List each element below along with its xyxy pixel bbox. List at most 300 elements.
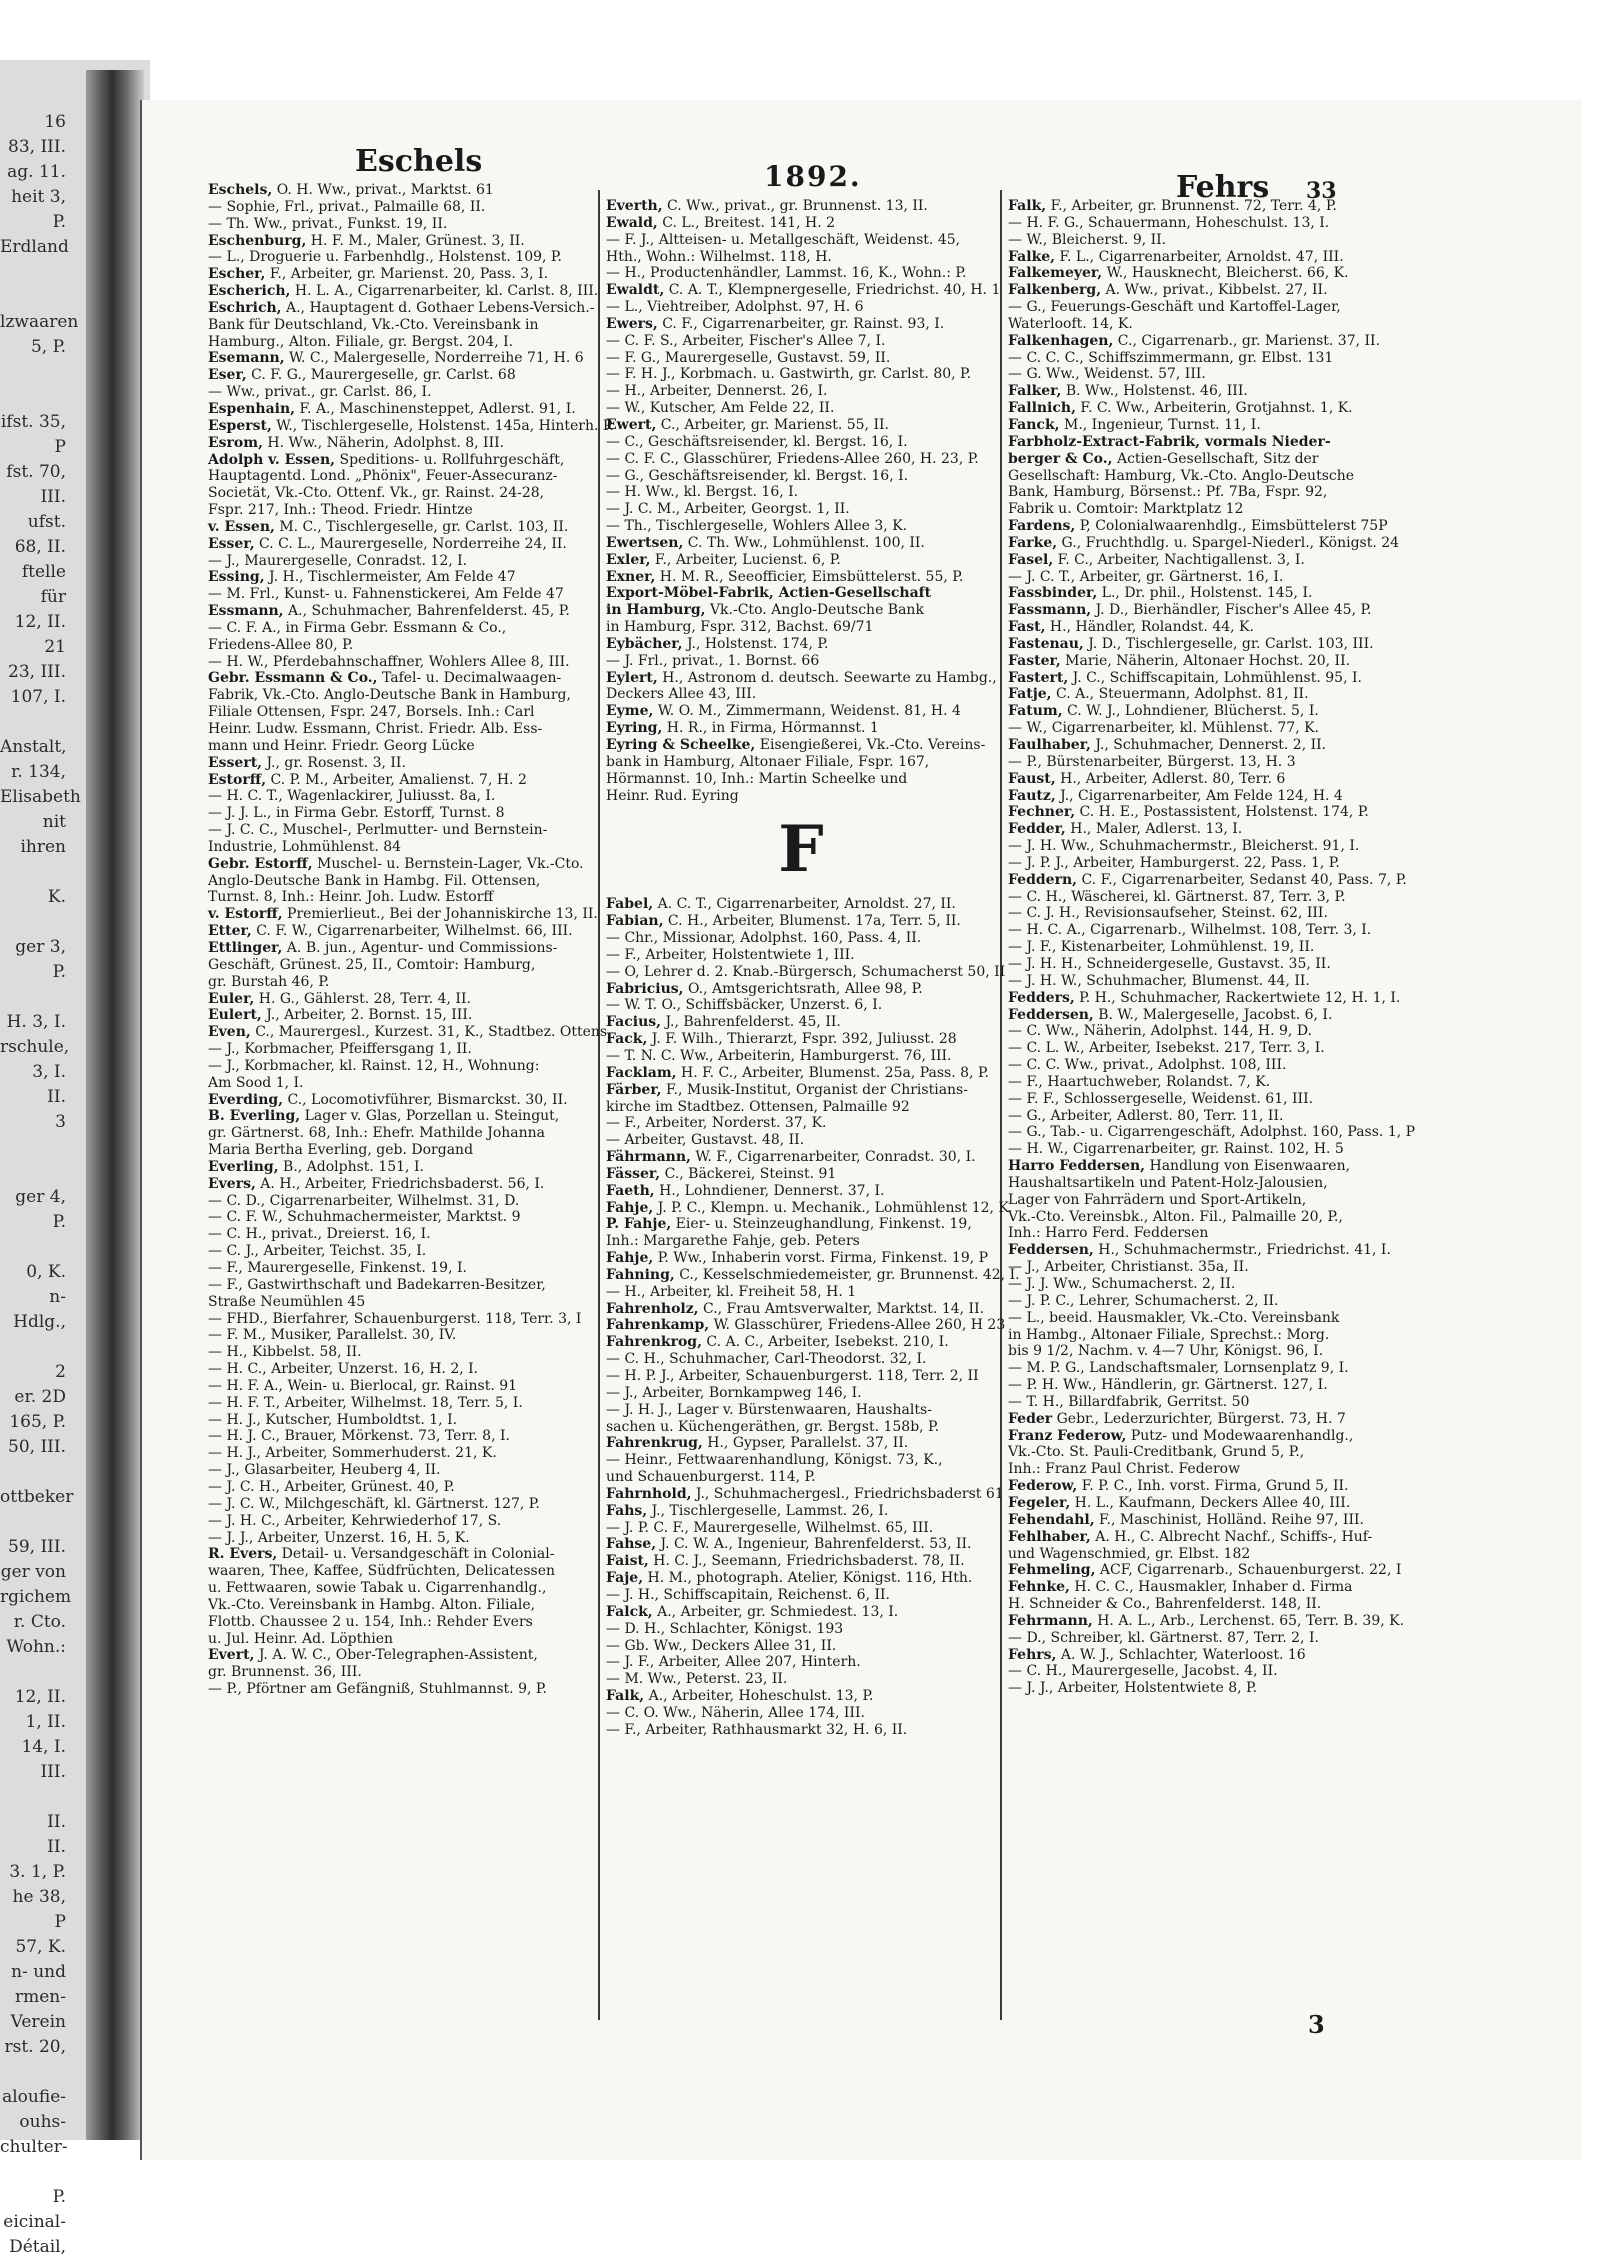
directory-entry [1008,215,1398,232]
edge-text-line: 16 [44,112,66,132]
entry-details: C. Ww., privat., gr. Brunnenst. 13, II. [662,198,928,214]
entry-name: Escherich, [208,283,291,300]
directory-entry [1008,1108,1398,1125]
directory-entry [208,856,593,873]
edge-text-line: II. [47,1837,66,1857]
directory-entry [1008,484,1398,501]
entry-name: Falk, [606,1688,645,1705]
entry-details: Straße Neumühlen 45 [208,1293,366,1310]
entry-details: H. A. L., Arb., Lerchenst. 65, Terr. B. 39, K. [1092,1612,1405,1629]
entry-details: — FHD., Bierfahrer, Schauenburgerst. 118, Terr. 3, I [208,1310,582,1327]
entry-details: — J. J. Ww., Schumacherst. 2, II. [1008,1276,1236,1292]
directory-entry [606,215,996,232]
directory-entry [1008,804,1398,821]
directory-entry [606,501,996,518]
directory-entry [1008,838,1398,855]
edge-text-line [0,285,66,310]
directory-entry [208,1294,593,1311]
entry-details: Lager von Fahrrädern und Sport-Artikeln, [1008,1191,1307,1208]
entry-details: M., Ingenieur, Turnst. 11, I. [1059,416,1261,433]
entry-details: — F., Gastwirthschaft und Badekarren-Besitzer, [208,1276,546,1293]
entry-details: — P. H. Ww., Händlerin, gr. Gärtnerst. 127, I. [1008,1377,1328,1394]
entry-details: — Gb. Ww., Deckers Allee 31, II. [606,1637,837,1654]
entry-details: — F. G., Maurergeselle, Gustavst. 59, II. [606,349,891,366]
entry-details: C. Th. Ww., Lohmühlenst. 100, II. [683,534,925,551]
directory-entry [208,435,593,452]
entry-name: Eulert, [208,1007,262,1024]
entry-details: Muschel- u. Bernstein-Lager, Vk.-Cto. [312,855,584,872]
directory-entry [606,1402,996,1419]
entry-details: — P., Pförtner am Gefängniß, Stuhlmannst. 9, P. [208,1681,547,1698]
entry-details: C. A. T., Klempnergeselle, Friedrichst. 40, H. 1 [664,282,1001,299]
entry-name: Ewertsen, [606,534,684,551]
directory-entry [208,906,598,923]
entry-details: A., Arbeiter, gr. Schmiedest. 13, I. [652,1603,899,1620]
entry-name: Evert, [208,1647,255,1664]
entry-details: — W., Kutscher, Am Felde 22, II. [606,400,835,417]
entry-details: H., Astronom d. deutsch. Seewarte zu Hambg., [657,669,997,686]
directory-entry [1008,754,1398,771]
entry-details: Societät, Vk.-Cto. Ottenf. Vk., gr. Rainst. 24-28, [208,485,545,502]
entry-details: B., Adolphst. 151, I. [278,1158,424,1175]
edge-text-line: r. 134, [11,762,66,782]
entry-name: Essing, [208,569,265,586]
entry-name: Eser, [208,367,247,384]
entry-details: — J. J., Arbeiter, Holstentwiete 8, P. [1008,1680,1258,1697]
edge-text-line [0,2060,66,2085]
directory-entry [208,1563,593,1580]
directory-entry [606,1671,996,1688]
directory-entry [208,1024,612,1041]
entry-details: mann und Heinr. Friedr. Georg Lücke [208,737,475,754]
directory-entry [208,536,593,553]
directory-entry [606,1553,996,1570]
entry-details: G., Fruchthdlg. u. Spargel-Niederl., Königst. 24 [1057,534,1400,551]
entry-name: Fahse, [606,1536,657,1553]
edge-text-line: III. [40,1762,66,1782]
entry-name: Fehendahl, [1008,1511,1095,1528]
directory-entry [208,687,593,704]
directory-entry [1008,1377,1398,1394]
edge-text-line [0,1135,66,1160]
directory-entry [606,896,996,913]
entry-details: H. F. C., Arbeiter, Blumenst. 25a, Pass. 8, P. [676,1064,989,1081]
edge-text-line: 50, III. [8,1437,66,1457]
column-1 [208,182,614,2012]
directory-entry [1008,602,1398,619]
entry-name: Espenhain, [208,400,296,417]
directory-entry [208,1546,593,1563]
edge-text-line [0,360,66,385]
entry-details: H. Schneider & Co., Bahrenfelderst. 148, II. [1008,1596,1322,1613]
directory-entry [606,997,996,1014]
entry-details: — F., Maurergeselle, Finkenst. 19, I. [208,1260,467,1276]
directory-entry [1008,1612,1405,1630]
directory-entry [208,1496,593,1513]
directory-entry [606,1233,996,1250]
edge-text-line: rst. 20, [4,2037,66,2057]
directory-entry [208,1428,593,1445]
entry-details: — J. F., Arbeiter, Allee 207, Hinterh. [606,1654,861,1671]
directory-entry [208,283,599,300]
entry-details: J., Schuhmacher, Dennerst. 2, II. [1090,737,1327,753]
directory-entry [1008,232,1398,249]
entry-details: — J. H., Schiffscapitain, Reichenst. 6, II. [606,1586,890,1603]
entry-details: — W. T. O., Schiffsbäcker, Unzerst. 6, I. [606,997,883,1014]
directory-entry [606,1654,996,1671]
entry-details: bis 9 1/2, Nachm. v. 4—7 Uhr, Königst. 96, I. [1008,1343,1324,1360]
directory-entry [208,1445,593,1462]
entry-name: Esperst, [208,417,272,434]
entry-details: — G., Geschäftsreisender, kl. Bergst. 16, I. [606,467,909,484]
directory-entry [1008,1057,1398,1074]
entry-name: Fahje, [606,1199,654,1216]
entry-details: — C., Geschäftsreisender, kl. Bergst. 16, I. [606,433,908,450]
entry-details: Maria Bertha Everling, geb. Dorgand [208,1142,474,1159]
entry-details: — G. Ww., Weidenst. 57, III. [1008,366,1206,383]
entry-details: J., Schuhmachergesl., Friedrichsbaderst 61 [691,1485,1004,1502]
directory-entry [208,1681,593,1698]
edge-text-line [0,1460,66,1485]
directory-entry [1008,1192,1398,1209]
directory-entry [1008,686,1398,703]
entry-name: Facklam, [606,1064,677,1081]
entry-details: Fabrik u. Comtoir: Marktplatz 12 [1008,501,1244,518]
edge-text-line: 0, K. [26,1262,66,1282]
entry-details: — H., Arbeiter, Dennerst. 26, I. [606,383,828,400]
directory-entry [1008,1242,1398,1259]
directory-entry [208,1580,593,1597]
directory-entry [1008,552,1398,569]
entry-details: — H. W., Cigarrenarbeiter, gr. Rainst. 102, H. 5 [1008,1141,1344,1158]
directory-entry [606,434,996,451]
entry-details: H. C. C., Hausmakler, Inhaber d. Firma [1069,1579,1353,1596]
entry-details: Eisengießerei, Vk.-Cto. Vereins- [755,737,986,753]
entry-name: Fabel, [606,896,654,913]
directory-entry [208,317,593,334]
entry-name: Fardens, [1008,518,1076,535]
entry-name: Fack, [606,1031,648,1048]
entry-details: — J. J. L., in Firma Gebr. Estorff, Turnst. 8 [208,805,505,822]
entry-details: C. F., Cigarrenarbeiter, gr. Rainst. 93, I. [657,315,945,332]
entry-details: und Wagenschmied, gr. Elbst. 182 [1008,1545,1251,1562]
edge-text-line [0,1660,66,1685]
directory-entry [208,1614,593,1631]
entry-details: A., Hauptagent d. Gothaer Lebens-Versich.- [281,299,595,316]
directory-entry [606,670,996,687]
entry-details: — F., Arbeiter, Norderst. 37, K. [606,1115,827,1132]
entry-details: C. F. G., Maurergeselle, gr. Carlst. 68 [246,367,516,384]
entry-name: Feddersen, [1008,1006,1094,1023]
directory-entry [1008,939,1398,956]
entry-details: — J. H. Ww., Schuhmachermstr., Bleicherst. 91, I. [1008,838,1360,855]
entry-details: A. B. jun., Agentur- und Commissions- [282,939,558,956]
directory-entry [1008,535,1398,552]
book-gutter [86,70,144,2140]
directory-entry [1008,788,1398,805]
entry-details: — D., Schreiber, kl. Gärtnerst. 87, Terr. 2, I. [1008,1629,1319,1646]
running-head-left: Eschels [355,144,483,179]
directory-entry [1008,1209,1398,1226]
directory-entry [1008,585,1398,602]
entry-details: — L., Viehtreiber, Adolphst. 97, H. 6 [606,299,864,316]
entry-details: Am Sood 1, I. [208,1074,304,1091]
edge-text-line: 59, III. [8,1537,66,1557]
entry-details: — J. J., Arbeiter, Unzerst. 16, H. 5, K. [208,1529,470,1546]
entry-details: F., Arbeiter, gr. Marienst. 20, Pass. 3, I. [265,266,549,283]
directory-entry [606,1082,996,1099]
directory-entry [1008,855,1398,872]
entry-details: J. A. W. C., Ober-Telegraphen-Assistent, [254,1647,538,1664]
directory-entry [1008,299,1398,316]
entry-details: — Ww., privat., gr. Carlst. 86, I. [208,384,432,401]
edge-text-line: Verein [10,2012,66,2032]
directory-entry [208,755,593,772]
entry-details: — P., Bürstenarbeiter, Bürgerst. 13, H. 3 [1008,753,1296,770]
edge-text-line: 21 [44,637,66,657]
entry-details: — H. P. J., Arbeiter, Schauenburgerst. 118, Terr. 2, II [606,1368,979,1384]
directory-entry [606,1284,996,1301]
entry-details: Handlung von Eisenwaaren, [1145,1158,1351,1175]
directory-entry [208,889,593,906]
edge-text-line [0,2160,66,2185]
entry-details: — C. H., Wäscherei, kl. Gärtnerst. 87, Terr. 3, P. [1008,888,1346,905]
edge-text-line [0,1510,66,1535]
entry-details: W. Glasschürer, Friedens-Allee 260, H 23 [709,1317,1006,1334]
entry-name: Fehrmann, [1008,1612,1093,1629]
entry-name: Eybächer, [606,635,683,652]
entry-details: u. Jul. Heinr. Ad. Löpthien [208,1630,394,1647]
entry-name: Fedders, [1008,989,1075,1006]
edge-text-line: 107, I. [10,687,66,707]
entry-details: — J., Maurergeselle, Conradst. 12, I. [208,552,468,569]
entry-details: — H. F. T., Arbeiter, Wilhelmst. 18, Terr. 5, I. [208,1394,523,1411]
entry-details: P, Colonialwaarenhdlg., Eimsbüttelerst 75P [1075,518,1388,535]
directory-entry [208,1378,593,1395]
entry-details: J. H., Tischlermeister, Am Felde 47 [264,569,516,586]
directory-entry [208,586,593,603]
directory-entry [208,1041,593,1058]
directory-entry [208,940,593,957]
entry-name: Everding, [208,1091,284,1108]
entry-details: Flottb. Chaussee 2 u. 154, Inh.: Rehder Evers [208,1613,533,1630]
directory-entry [606,1452,996,1469]
directory-entry [208,468,593,485]
entry-details: — L., beeid. Hausmakler, Vk.-Cto. Vereinsbank [1008,1309,1340,1326]
entry-details: W., Hausknecht, Bleicherst. 66, K. [1102,265,1349,282]
entry-details: — J. H. C., Arbeiter, Kehrwiederhof 17, S. [208,1512,502,1529]
entry-details: — F., Arbeiter, Holstentwiete 1, III. [606,946,855,963]
directory-entry [208,384,593,401]
entry-details: — H. F. G., Schauermann, Hoheschulst. 13, I. [1008,214,1330,231]
directory-entry [1008,1175,1398,1192]
directory-entry [1008,350,1398,367]
entry-details: W. C., Malergeselle, Norderreihe 71, H. 6 [284,350,584,367]
entry-details: H. R., in Firma, Hörmannst. 1 [662,720,879,737]
directory-entry [1008,1293,1398,1310]
entry-name: Fastert, [1008,669,1069,686]
entry-details: — F., Haartuchweber, Rolandst. 7, K. [1008,1073,1271,1090]
entry-details: Hamburg., Alton. Filiale, gr. Bergst. 204, I. [208,333,514,350]
entry-details: A. H., C. Albrecht Nachf., Schiffs-, Huf- [1090,1528,1373,1545]
entry-details: Putz- und Modewaarenhandlg., [1126,1427,1354,1444]
entry-details: C., Kesselschmiedemeister, gr. Brunnenst. 42, I. [674,1266,1020,1283]
entry-details: Lager v. Glas, Porzellan u. Steingut, [300,1108,560,1125]
entry-details: F., Arbeiter, gr. Brunnenst. 72, Terr. 4, P. [1046,198,1337,214]
entry-name: Falker, [1008,383,1062,400]
entry-details: — C. H., Schuhmacher, Carl-Theodorst. 32, I. [606,1351,927,1368]
entry-details: — J. P. C. F., Maurergeselle, Wilhelmst. 65, III. [606,1519,934,1536]
directory-entry [208,1513,593,1530]
entry-details: — J. P. J., Arbeiter, Hamburgerst. 22, Pass. 1, P. [1008,854,1340,871]
entry-details: Heinr. Ludw. Essmann, Christ. Friedr. Alb. Ess- [208,721,543,737]
entry-details: C., Frau Amtsverwalter, Marktst. 14, II. [698,1300,985,1317]
directory-entry [1008,366,1398,383]
entry-name: Falck, [606,1603,653,1620]
column-3 [1008,198,1416,2028]
entry-details: — J. C. H., Arbeiter, Grünest. 40, P. [208,1478,455,1495]
entry-details: C. A., Steuermann, Adolphst. 81, II. [1051,686,1309,703]
entry-name: Farbholz-Extract-Fabrik, vormals Nieder- [1008,433,1331,450]
edge-text-line: rschule, [0,1037,70,1057]
edge-text-line: Elisabeth [0,787,81,807]
entry-details: H., Arbeiter, Adlerst. 80, Terr. 6 [1055,770,1286,787]
directory-entry [1008,1630,1398,1647]
directory-entry [606,1183,996,1200]
directory-entry [606,249,996,266]
entry-details: — J., Korbmacher, Pfeiffersgang 1, II. [208,1041,472,1058]
entry-details: — C. Ww., Näherin, Adolphst. 144, H. 9, D. [1008,1023,1312,1040]
directory-entry [208,1361,593,1378]
directory-entry [1008,989,1401,1007]
entry-name: Ewert, [606,416,657,433]
entry-details: Friedens-Allee 80, P. [208,636,354,653]
entry-details: J., Cigarrenarbeiter, Am Felde 124, H. 4 [1055,787,1343,804]
entry-details: — F. M., Musiker, Parallelst. 30, IV. [208,1327,457,1344]
entry-name: Fedder, [1008,821,1066,838]
directory-entry [208,1277,593,1294]
directory-entry [1008,265,1398,282]
directory-entry [606,198,996,215]
entry-details: J. P. C., Klempn. u. Mechanik., Lohmühlenst 12, K [653,1199,1009,1216]
directory-entry [208,670,593,687]
section-letter: F [778,812,824,888]
edge-text-line [0,1160,66,1185]
entry-name: Fahrnhold, [606,1485,692,1502]
directory-entry [606,1419,996,1436]
entry-name: Fassbinder, [1008,585,1098,602]
directory-entry [606,1149,996,1166]
edge-text-line [0,1235,66,1260]
directory-entry [208,1664,593,1681]
entry-details: — J., Arbeiter, Bornkampweg 146, I. [606,1384,862,1401]
edge-text-line [0,985,66,1010]
entry-details: J. D., Bierhändler, Fischer's Allee 45, P. [1091,602,1372,619]
directory-entry [208,1108,593,1125]
entry-details: J., gr. Rosenst. 3, II. [262,754,406,771]
entry-name: Fasel, [1008,551,1054,568]
entry-details: B. Ww., Holstenst. 46, III. [1061,383,1248,400]
entry-details: Inh.: Margarethe Fahje, geb. Peters [606,1233,860,1250]
edge-text-line: ottbeker [0,1487,74,1507]
directory-entry [208,485,593,502]
entry-details: — C. J., Arbeiter, Teichst. 35, I. [208,1243,427,1260]
directory-entry [208,805,593,822]
edge-text-line: ger von [0,1562,66,1582]
entry-details: — F. H. J., Korbmach. u. Gastwirth, gr. Carlst. 80, P. [606,366,972,383]
edge-text-line: nit ihren [20,812,66,857]
directory-entry [1008,249,1398,266]
directory-entry [1008,871,1407,889]
edge-text-line: rmen- [15,1987,66,2007]
entry-details: — L., Droguerie u. Farbenhdlg., Holstenst. 109, P. [208,249,562,266]
entry-details: A. C. T., Cigarrenarbeiter, Arnoldst. 27, II. [653,896,956,913]
entry-details: gr. Burstah 46, P. [208,973,330,990]
entry-details: — C. D., Cigarrenarbeiter, Wilhelmst. 31, D. [208,1192,520,1209]
entry-details: in Hamburg, Fspr. 312, Bachst. 69/71 [606,619,874,636]
entry-name: Export-Möbel-Fabrik, Actien-Gesellschaft [606,585,932,602]
directory-entry [606,930,996,947]
directory-entry [208,1530,593,1547]
directory-entry [1008,1023,1398,1040]
directory-entry [606,1099,996,1116]
directory-entry [606,1250,996,1267]
entry-name: Faulhaber, [1008,737,1091,753]
directory-entry [606,788,996,805]
entry-details: — H., Kibbelst. 58, II. [208,1344,362,1361]
entry-name: Faje, [606,1570,644,1587]
directory-entry [606,1368,996,1385]
entry-name: Everth, [606,198,663,214]
directory-entry [1008,1512,1398,1529]
directory-entry [208,1092,593,1109]
directory-entry [1008,670,1398,687]
directory-entry [1008,653,1398,670]
entry-name: Feddersen, [1008,1242,1094,1259]
entry-name: R. Evers, [208,1546,278,1563]
entry-details: Geschäft, Grünest. 25, II., Comtoir: Hamburg, [208,956,536,973]
entry-details: J. D., Tischlergeselle, gr. Carlst. 103, III. [1083,635,1374,652]
entry-details: O., Amtsgerichtsrath, Allee 98, P. [683,980,923,997]
entry-details: — G., Tab.- u. Cigarrengeschäft, Adolphst. 160, Pass. 1, P [1008,1124,1416,1141]
entry-details: C. H., Arbeiter, Blumenst. 17a, Terr. 5, II. [663,913,961,930]
entry-details: — F. J., Altteisen- u. Metallgeschäft, Weidenst. 45, [606,231,961,248]
edge-text-line: fst. 70, III. [6,462,66,507]
entry-details: — H., Productenhändler, Lammst. 16, K., Wohn.: P. [606,265,967,282]
edge-text-line: he 38, P [12,1887,66,1932]
entry-name: Ewers, [606,315,658,332]
entry-name: in Hamburg, [606,602,706,619]
directory-entry [208,923,593,940]
directory-entry [606,316,996,333]
entry-details: Bank, Hamburg, Börsenst.: Pf. 7Ba, Fspr. 92, [1008,484,1328,501]
running-head-right: Fehrs [1176,170,1270,205]
entry-name: Esemann, [208,350,285,367]
entry-details: J., Holstenst. 174, P. [682,635,829,652]
entry-name: Fehrs, [1008,1646,1057,1663]
entry-details: — J. Frl., privat., 1. Bornst. 66 [606,652,820,669]
entry-details: ACF, Cigarrenarb., Schauenburgerst. 22, I [1095,1562,1402,1579]
entry-details: — C. H., Maurergeselle, Jacobst. 4, II. [1008,1663,1278,1680]
directory-entry [208,721,593,738]
entry-details: H. C. J., Seemann, Friedrichsbaderst. 78, II. [648,1553,965,1570]
entry-name: Eschenburg, [208,232,307,249]
directory-entry [1008,1327,1398,1344]
directory-entry [1008,636,1398,653]
directory-entry [1008,468,1398,485]
entry-details: F. C., Arbeiter, Nachtigallenst. 3, I. [1053,551,1305,568]
entry-details: H. L., Kaufmann, Deckers Allee 40, III. [1070,1494,1351,1511]
